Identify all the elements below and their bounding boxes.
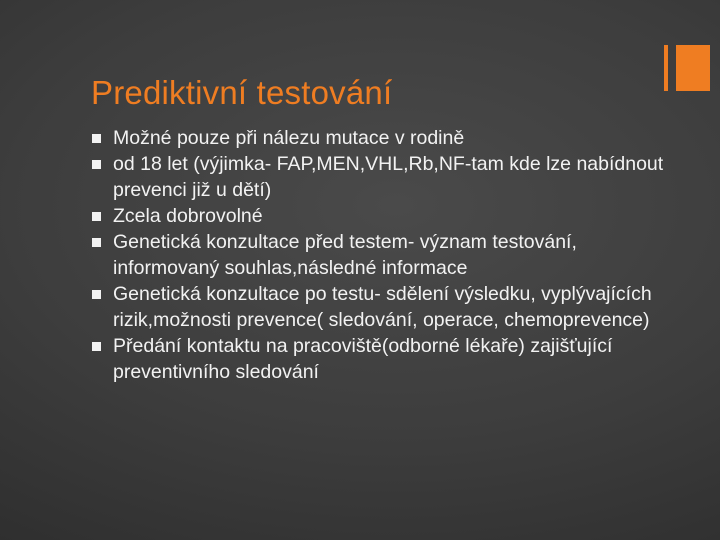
bullet-item — [90, 229, 680, 281]
bullet-text: Genetická konzultace před testem- význam testování, informovaný souhlas,následné informace — [113, 231, 577, 279]
bullet-text: od 18 let (výjimka- FAP,MEN,VHL,Rb,NF-tam kde lze nabídnout prevenci již u dětí) — [113, 153, 664, 201]
square-bullet-icon — [92, 134, 101, 143]
square-bullet-icon — [92, 290, 101, 299]
square-bullet-icon — [92, 342, 101, 351]
square-bullet-icon — [92, 160, 101, 169]
square-bullet-icon — [92, 238, 101, 247]
accent-bar-thick — [676, 45, 710, 91]
bullet-text: Genetická konzultace po testu- sdělení výsledku, vyplývajících rizik,možnosti prevence( sledování, operace, chemoprevence) — [113, 283, 652, 331]
bullet-list — [90, 125, 680, 385]
bullet-item — [90, 203, 680, 229]
bullet-text: Zcela dobrovolné — [113, 205, 263, 227]
slide-title: Prediktivní testování — [91, 74, 393, 111]
bullet-item — [90, 151, 680, 203]
square-bullet-icon — [92, 212, 101, 221]
accent-bar-thin — [664, 45, 668, 91]
bullet-text: Předání kontaktu na pracoviště(odborné lékaře) zajišťující preventivního sledování — [113, 335, 613, 383]
bullet-item — [90, 333, 680, 385]
bullet-text: Možné pouze při nálezu mutace v rodině — [113, 127, 465, 149]
bullet-item — [90, 125, 680, 151]
bullet-item — [90, 281, 680, 333]
